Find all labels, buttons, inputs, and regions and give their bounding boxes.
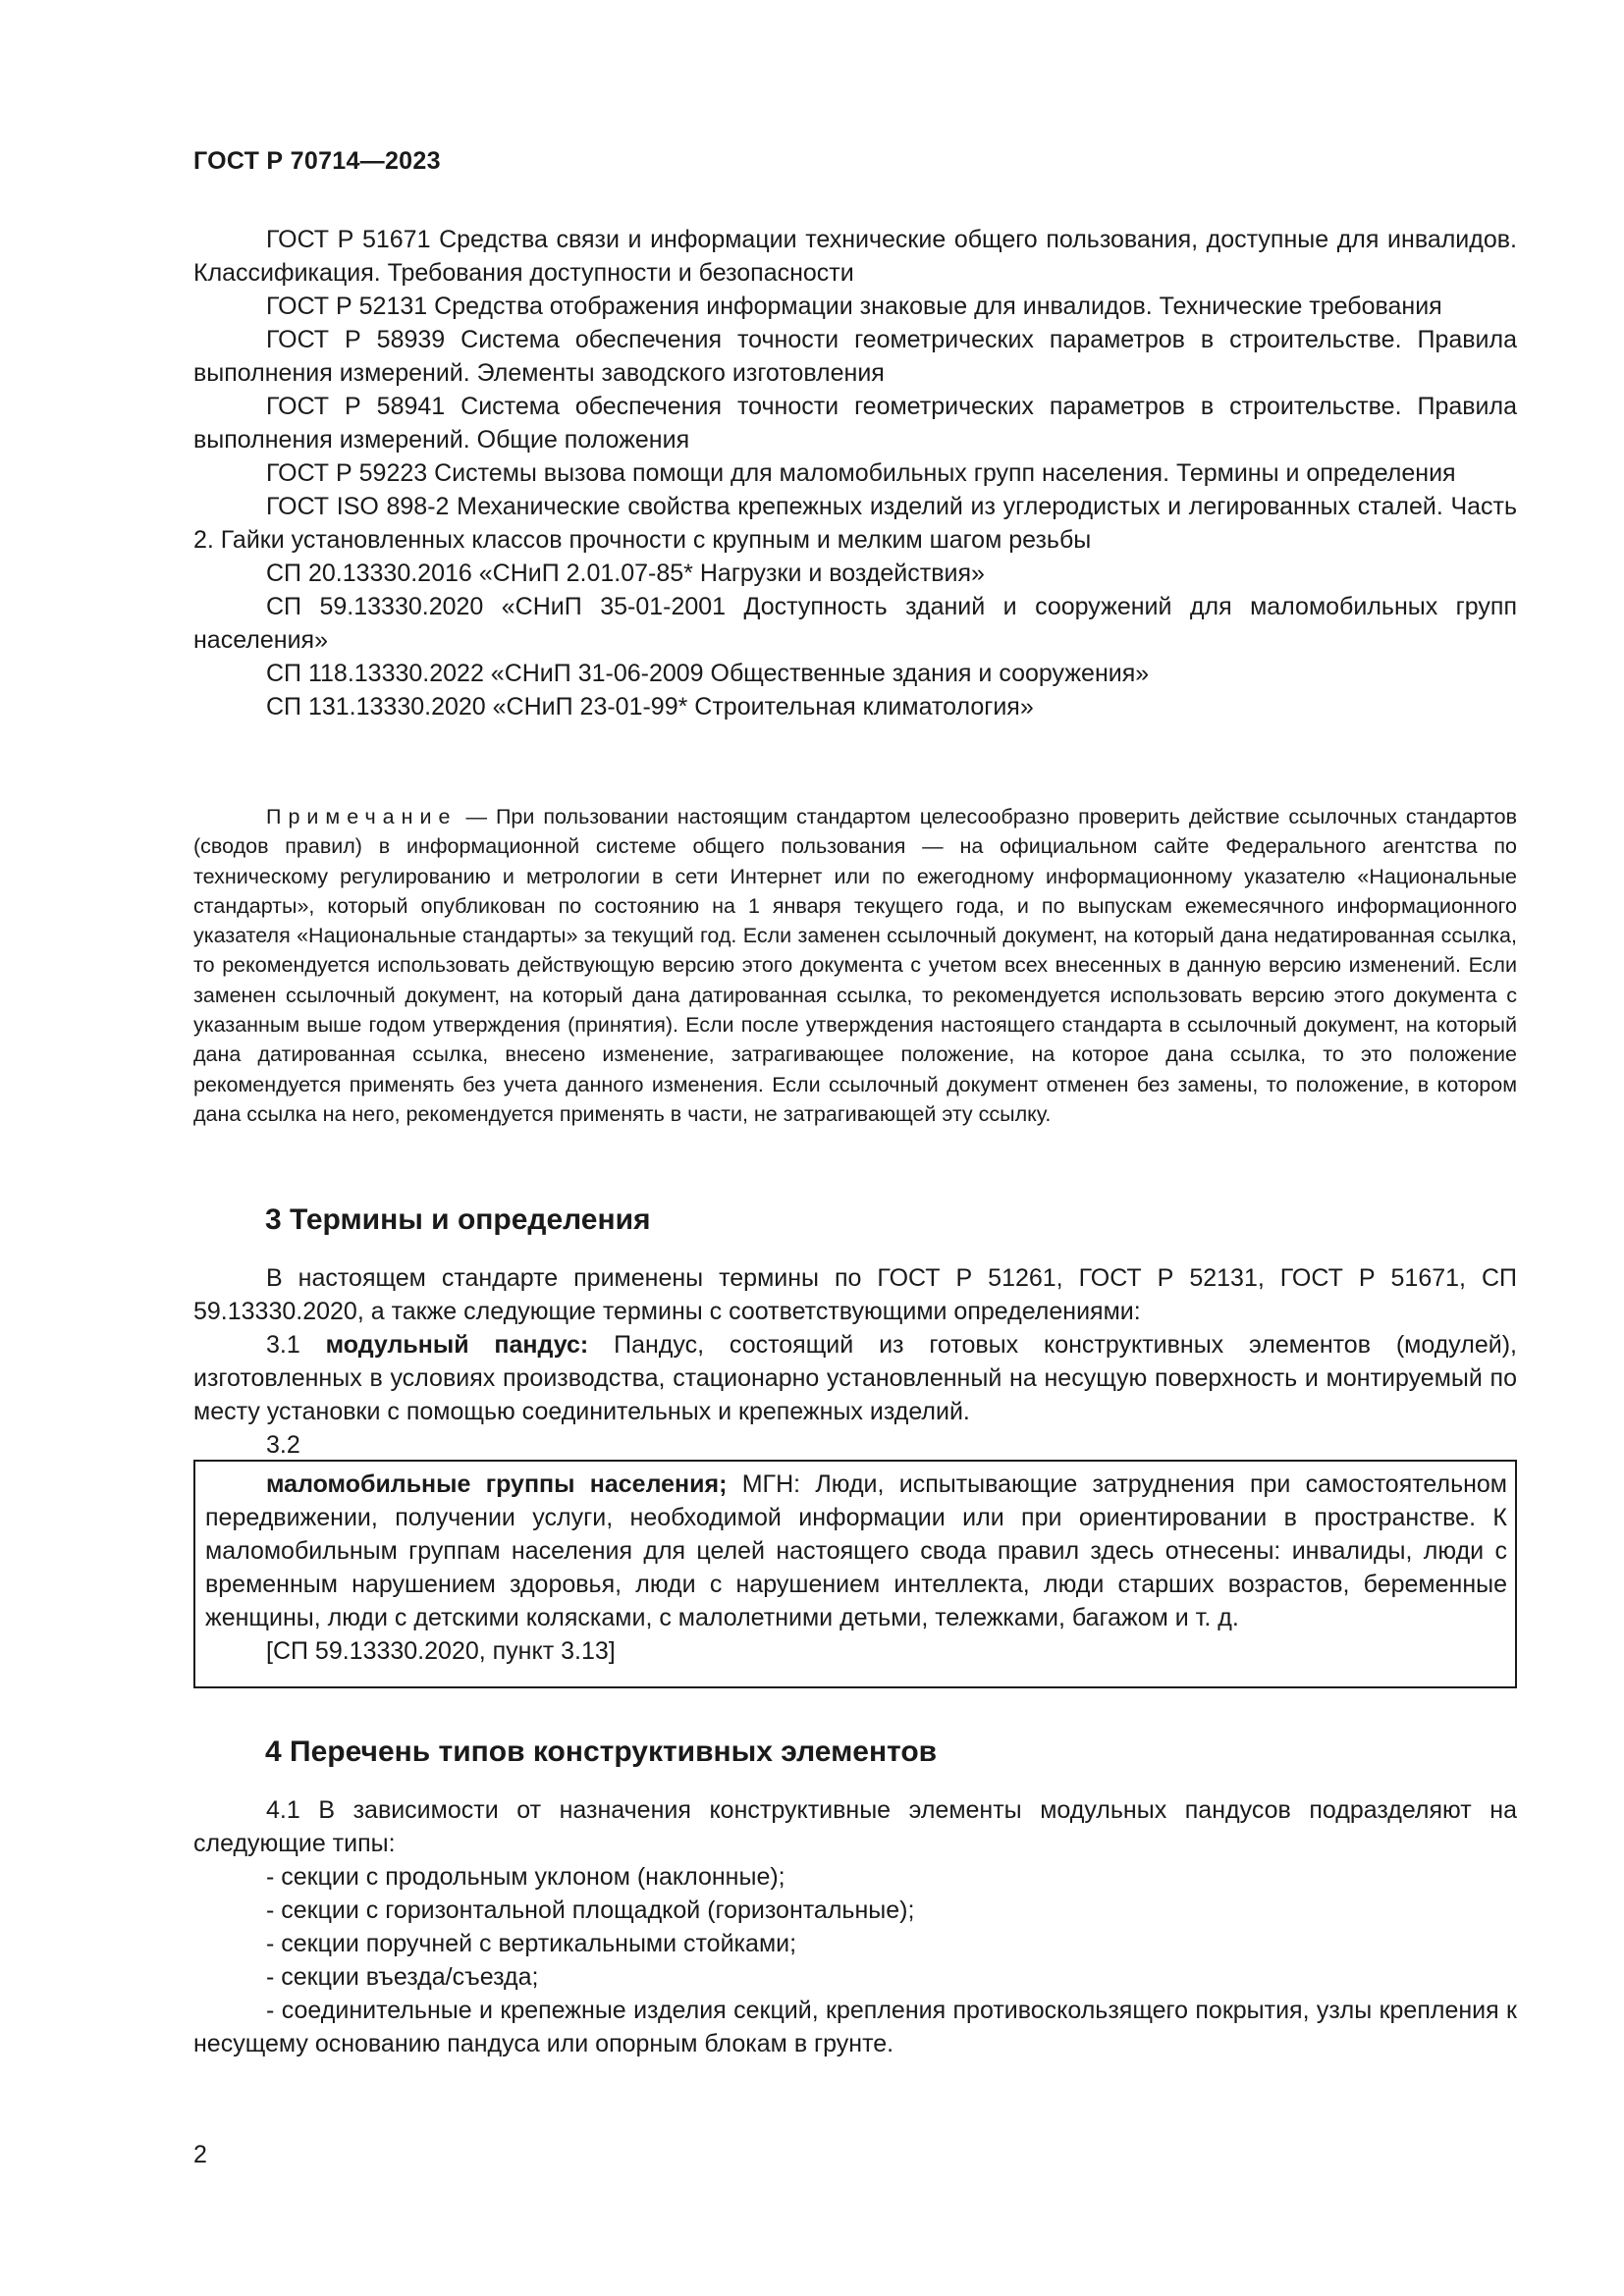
term-definition: Пандус, состоящий из готовых конструктивных элементов (модулей), изготовленных в условиях производства, стационарно установленный на несущую поверхность и монтируемый по месту установки с помощью соединительных и крепежных изделий. [193,1331,1517,1425]
section-3-intro: В настоящем стандарте применены термины по ГОСТ Р 51261, ГОСТ Р 52131, ГОСТ Р 51671, СП 59.13330.2020, а также следующие термины с соответствующими определениями: [193,1264,1517,1325]
section-4-title: 4 Перечень типов конструктивных элементов [265,1735,938,1768]
reference-item: ГОСТ Р 59223 Системы вызова помощи для маломобильных групп населения. Термины и определения [266,459,1456,487]
note-label: Примечание [266,805,458,828]
term-3-2 [205,1468,1507,1634]
reference-item: СП 20.13330.2016 «СНиП 2.01.07-85* Нагрузки и воздействия» [266,560,985,587]
section-3-body [193,1261,1517,1462]
reference-item: СП 131.13330.2020 «СНиП 23-01-99* Строительная климатология» [266,693,1034,721]
reference-item: СП 59.13330.2020 «СНиП 35-01-2001 Доступность зданий и сооружений для маломобильных групп населения» [193,593,1517,654]
page-number: 2 [193,2141,207,2168]
section-4-intro: 4.1 В зависимости от назначения конструктивные элементы модульных пандусов подразделяют на следующие типы: [193,1796,1517,1857]
reference-item: СП 118.13330.2022 «СНиП 31-06-2009 Общественные здания и сооружения» [266,660,1150,687]
term-source: [СП 59.13330.2020, пункт 3.13] [266,1637,616,1665]
reference-item: ГОСТ Р 52131 Средства отображения информации знаковые для инвалидов. Технические требования [266,293,1442,320]
term-name: маломобильные группы населения; [266,1470,728,1498]
list-item: - секции поручней с вертикальными стойками; [266,1930,797,1957]
reference-item: ГОСТ Р 58939 Система обеспечения точности геометрических параметров в строительстве. Правила выполнения измерений. Элементы заводского изготовления [193,326,1517,387]
term-name: модульный пандус: [325,1331,589,1359]
term-3-1 [193,1328,1517,1428]
list-item: - секции с продольным уклоном (наклонные); [266,1863,785,1891]
normative-references-list [193,223,1517,723]
note-text: — При пользовании настоящим стандартом целесообразно проверить действие ссылочных стандартов (сводов правил) в информационной системе общего пользования — на официальном сайте Федерального агентства по техническому регулированию и метрологии в сети Интернет или по ежегодному информационному указателю «Национальные стандарты», который опубликован по состоянию на 1 января текущего года, и по выпускам ежемесячного информационного указателя «Национальные стандарты» за текущий год. Если заменен ссылочный документ, на который дана недатированная ссылка, то рекомендуется использовать действующую версию этого документа с учетом всех внесенных в данную версию изменений. Если заменен ссылочный документ, на который дана датированная ссылка, то рекомендуется использовать версию этого документа с указанным выше годом утверждения (принятия). Если после утверждения настоящего стандарта в ссылочный документ, на который дана датированная ссылка, внесено изменение, затрагивающее положение, на которое дана ссылка, то это положение рекомендуется применять без учета данного изменения. Если ссылочный документ отменен без замены, то положение, в котором дана ссылка на него, рекомендуется применять в части, не затрагивающей эту ссылку. [193,805,1517,1126]
list-item: - соединительные и крепежные изделия секций, крепления противоскользящего покрытия, узлы крепления к несущему основанию пандуса или опорным блокам в грунте. [193,1997,1517,2057]
document-header: ГОСТ Р 70714—2023 [193,147,441,175]
borrowed-term-frame [193,1460,1517,1688]
term-number: 3.1 [266,1331,300,1359]
section-4-body [193,1793,1517,2060]
list-item: - секции с горизонтальной площадкой (горизонтальные); [266,1896,915,1924]
reference-item: ГОСТ ISO 898-2 Механические свойства крепежных изделий из углеродистых и легированных сталей. Часть 2. Гайки установленных классов прочности с крупным и мелким шагом резьбы [193,493,1517,554]
note-paragraph [193,802,1517,1129]
reference-item: ГОСТ Р 58941 Система обеспечения точности геометрических параметров в строительстве. Правила выполнения измерений. Общие положения [193,393,1517,454]
term-3-2-number: 3.2 [266,1431,300,1459]
list-item: - секции въезда/съезда; [266,1963,539,1991]
section-3-title: 3 Термины и определения [265,1203,651,1236]
reference-item: ГОСТ Р 51671 Средства связи и информации технические общего пользования, доступные для инвалидов. Классификация. Требования доступности и безопасности [193,226,1517,287]
term-definition: МГН: Люди, испытывающие затруднения при самостоятельном передвижении, получении услуги, необходимой информации или при ориентировании в пространстве. К маломобильным группам населения для целей настоящего свода правил здесь отнесены: инвалиды, люди с временным нарушением здоровья, люди с нарушением интеллекта, люди старших возрастов, беременные женщины, люди с детскими колясками, с малолетними детьми, тележками, багажом и т. д. [205,1470,1507,1631]
